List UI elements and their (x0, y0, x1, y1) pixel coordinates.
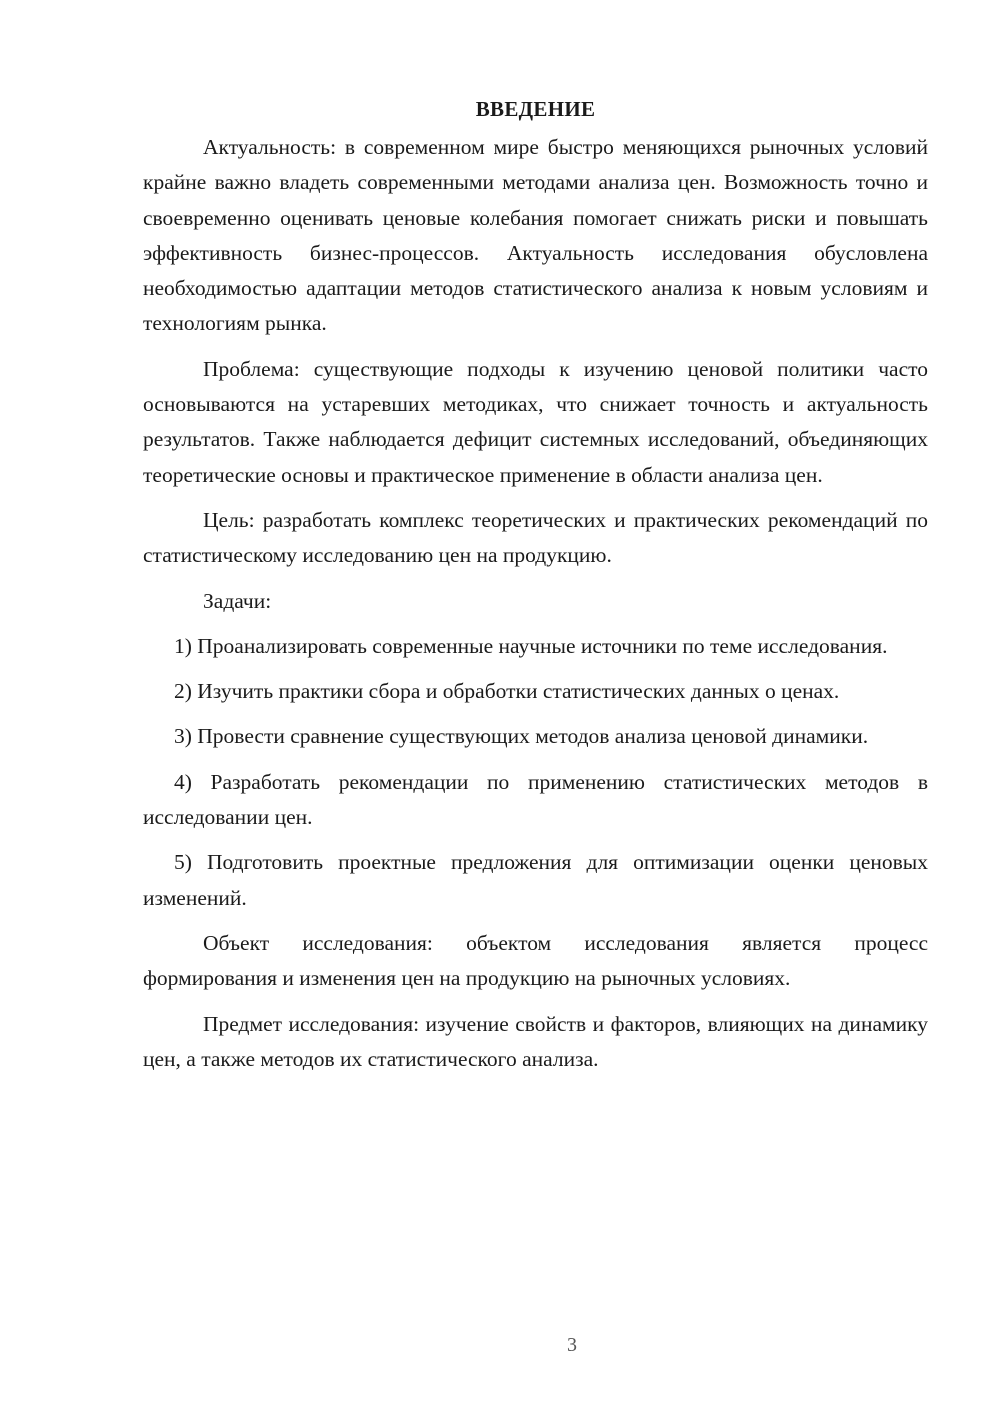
paragraph-object: Объект исследования: объектом исследования является процесс формирования и изменения цен на продукцию на рыночных условиях. (143, 930, 928, 991)
paragraph-goal: Цель: разработать комплекс теоретических и практических рекомендаций по статистическому исследованию цен на продукцию. (143, 507, 928, 568)
task-item-2: 2) Изучить практики сбора и обработки статистических данных о ценах. (174, 679, 840, 704)
task-item-4: 4) Разработать рекомендации по применению статистических методов в исследовании цен. (143, 769, 928, 830)
tasks-heading: Задачи: (203, 588, 272, 613)
task-item-3: 3) Провести сравнение существующих методов анализа ценовой динамики. (174, 724, 869, 749)
paragraph-relevance: Актуальность: в современном мире быстро меняющихся рыночных условий крайне важно владеть современными методами анализа цен. Возможность точно и своевременно оценивать ценовые колебания помогает снижать риски и повышать эффективность бизнес-процессов. Актуальность исследования обусловлена необходимостью адаптации методов статистического анализа к новым условиям и технологиям рынка. (143, 135, 928, 336)
section-title: ВВЕДЕНИЕ (475, 97, 596, 121)
task-item-1: 1) Проанализировать современные научные источники по теме исследования. (174, 633, 888, 658)
page-number: 3 (567, 1334, 577, 1356)
paragraph-problem: Проблема: существующие подходы к изучению ценовой политики часто основываются на устаревших методиках, что снижает точность и актуальность результатов. Также наблюдается дефицит системных исследований, объединяющих теоретические основы и практическое применение в области анализа цен. (143, 356, 928, 487)
page-content (143, 94, 928, 1087)
paragraph-subject: Предмет исследования: изучение свойств и факторов, влияющих на динамику цен, а также методов их статистического анализа. (143, 1011, 928, 1071)
task-item-5: 5) Подготовить проектные предложения для оптимизации оценки ценовых изменений. (143, 850, 928, 910)
